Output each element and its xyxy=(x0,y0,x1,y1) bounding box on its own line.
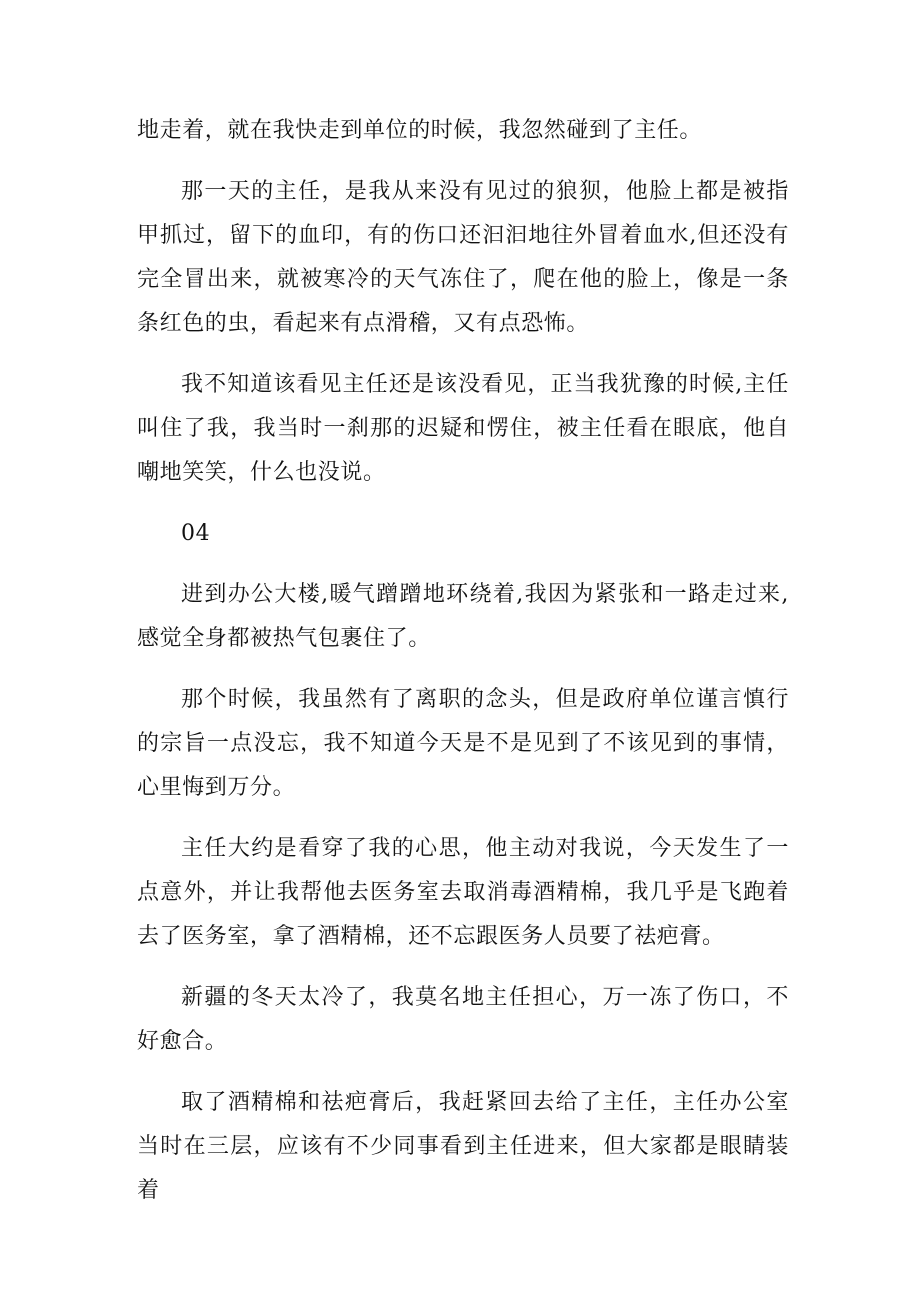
paragraph: 主任大约是看穿了我的心思，他主动对我说，今天发生了一点意外，并让我帮他去医务室去取消毒酒精棉，我几乎是飞跑着去了医务室，拿了酒精棉，还不忘跟医务人员要了祛疤膏。 xyxy=(137,836,789,949)
paragraph: 取了酒精棉和祛疤膏后，我赶紧回去给了主任，主任办公室当时在三层，应该有不少同事看到主任进来，但大家都是眼睛装着 xyxy=(137,1090,789,1203)
paragraph: 那一天的主任，是我从来没有见过的狼狈，他脸上都是被指甲抓过，留下的血印，有的伤口还汩汩地往外冒着血水,但还没有完全冒出来，就被寒冷的天气冻住了，爬在他的脸上，像是一条条红色的虫，看起来有点滑稽，又有点恐怖。 xyxy=(137,179,789,336)
paragraph: 进到办公大楼,暖气蹭蹭地环绕着,我因为紧张和一路走过来,感觉全身都被热气包裹住了。 xyxy=(137,582,789,651)
section-number: 04 xyxy=(181,521,211,546)
paragraph: 那个时候，我虽然有了离职的念头，但是政府单位谨言慎行的宗旨一点没忘，我不知道今天是不是见到了不该见到的事情，心里悔到万分。 xyxy=(137,687,789,800)
paragraph-continuation: 地走着，就在我快走到单位的时候，我忽然碰到了主任。 xyxy=(137,118,703,143)
body-text xyxy=(137,109,789,1230)
paragraph: 新疆的冬天太冷了，我莫名地主任担心，万一冻了伤口，不好愈合。 xyxy=(137,985,789,1054)
paragraph: 我不知道该看见主任还是该没看见，正当我犹豫的时候,主任叫住了我，我当时一刹那的迟疑和愣住，被主任看在眼底，他自嘲地笑笑，什么也没说。 xyxy=(137,372,789,485)
